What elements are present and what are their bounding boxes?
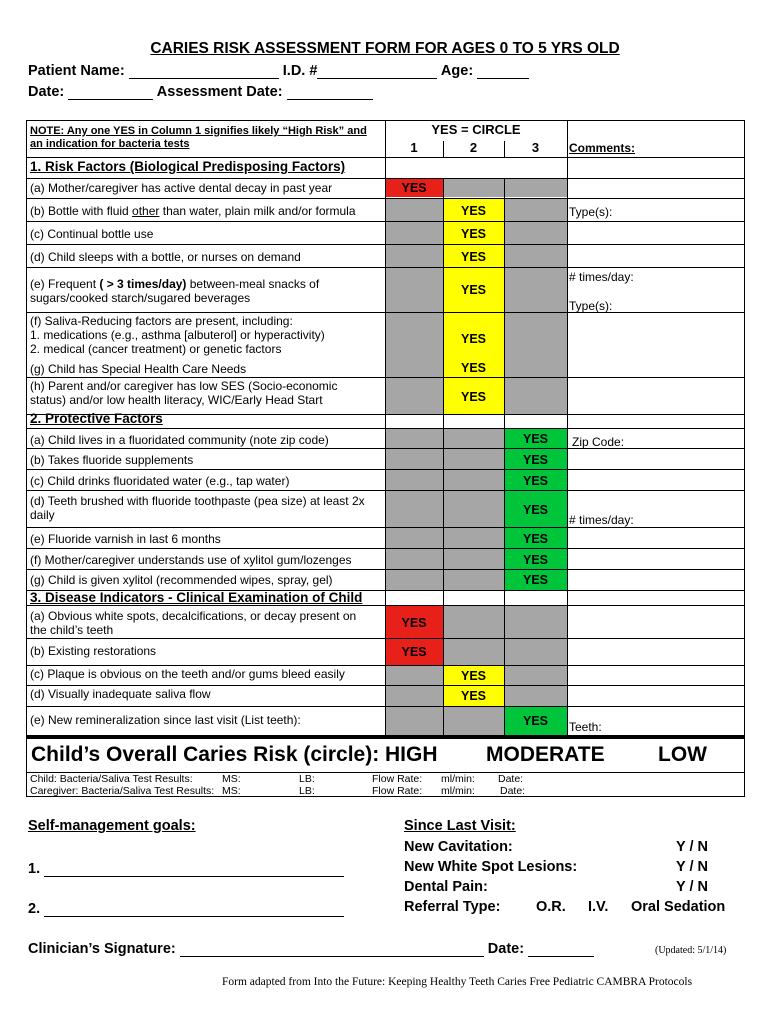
protective-item-c: (c) Child drinks fluoridated water (e.g., tap water) bbox=[30, 474, 290, 488]
disease-c-yes[interactable]: YES bbox=[443, 666, 504, 686]
risk-h-yes[interactable]: YES bbox=[443, 378, 504, 415]
disease-a-yes[interactable]: YES bbox=[385, 606, 443, 639]
footer-note: Form adapted from Into the Future: Keeping Healthy Teeth Caries Free Pediatric CAMBRA Protocols bbox=[222, 976, 693, 988]
risk-item-c: (c) Continual bottle use bbox=[30, 227, 154, 241]
child-flow-label[interactable]: Flow Rate: bbox=[372, 773, 423, 785]
protective-g-yes[interactable]: YES bbox=[504, 570, 567, 590]
referral-or-option[interactable]: O.R. bbox=[536, 899, 566, 915]
protective-e-yes[interactable]: YES bbox=[504, 528, 567, 549]
caregiver-lb-label[interactable]: LB: bbox=[299, 785, 315, 797]
column-1-header: 1 bbox=[410, 140, 418, 155]
risk-item-b: (b) Bottle with fluid other than water, plain milk and/or formula bbox=[30, 204, 356, 218]
clinician-signature-field[interactable] bbox=[180, 942, 484, 957]
protective-b-yes[interactable]: YES bbox=[504, 449, 567, 470]
caregiver-date-label[interactable]: Date: bbox=[500, 785, 526, 797]
protective-item-b: (b) Takes fluoride supplements bbox=[30, 453, 194, 467]
child-ms-label[interactable]: MS: bbox=[222, 773, 241, 785]
disease-item-b: (b) Existing restorations bbox=[30, 644, 157, 658]
goal-2-line[interactable] bbox=[28, 901, 344, 917]
protective-d-yes[interactable]: YES bbox=[504, 491, 567, 528]
caregiver-flow-label[interactable]: Flow Rate: bbox=[372, 785, 423, 797]
disease-item-c: (c) Plaque is obvious on the teeth and/or gums bleed easily bbox=[30, 667, 345, 681]
new-white-spot-yn[interactable]: Y / N bbox=[676, 859, 708, 875]
type-comment-2[interactable]: Type(s): bbox=[569, 299, 613, 313]
signature-date-label: Date: bbox=[487, 941, 525, 957]
patient-name-label: Patient Name: bbox=[28, 63, 125, 79]
risk-moderate-option[interactable]: MODERATE bbox=[486, 743, 605, 766]
disease-indicators-heading: 3. Disease Indicators - Clinical Examination of Child bbox=[30, 590, 363, 605]
goal-2-number: 2. bbox=[28, 901, 41, 917]
goal-2-field[interactable] bbox=[44, 902, 344, 917]
risk-high-option[interactable]: HIGH bbox=[385, 743, 438, 766]
high-risk-note: NOTE: Any one YES in Column 1 signifies likely “High Risk” and an indication for bacteria tests bbox=[30, 125, 367, 150]
new-cavitation-label: New Cavitation: bbox=[404, 839, 513, 855]
protective-item-a: (a) Child lives in a fluoridated community (note zip code) bbox=[30, 433, 329, 447]
disease-e-yes[interactable]: YES bbox=[504, 707, 567, 735]
clinician-signature-label: Clinician’s Signature: bbox=[28, 941, 176, 957]
new-white-spot-label: New White Spot Lesions: bbox=[404, 859, 578, 875]
zip-code-comment[interactable]: Zip Code: bbox=[572, 435, 625, 449]
caregiver-test-label: Caregiver: Bacteria/Saliva Test Results: bbox=[30, 785, 215, 797]
risk-item-g: (g) Child has Special Health Care Needs bbox=[30, 362, 247, 376]
type-comment-1[interactable]: Type(s): bbox=[569, 205, 613, 219]
disease-d-yes[interactable]: YES bbox=[443, 686, 504, 706]
patient-name-field[interactable] bbox=[129, 64, 279, 79]
signature-date-field[interactable] bbox=[528, 942, 594, 957]
overall-risk-label: Child’s Overall Caries Risk (circle): bbox=[31, 743, 380, 766]
protective-item-d: (d) Teeth brushed with fluoride toothpaste (pea size) at least 2x daily bbox=[30, 494, 365, 522]
protective-a-yes[interactable]: YES bbox=[504, 429, 567, 449]
times-per-day-comment-1[interactable]: # times/day: bbox=[569, 270, 634, 284]
risk-b-yes[interactable]: YES bbox=[443, 199, 504, 222]
disease-item-e: (e) New remineralization since last visit (List teeth): bbox=[30, 713, 301, 727]
teeth-comment[interactable]: Teeth: bbox=[569, 720, 602, 734]
child-test-label: Child: Bacteria/Saliva Test Results: bbox=[30, 773, 193, 785]
disease-b-yes[interactable]: YES bbox=[385, 639, 443, 665]
assessment-date-field[interactable] bbox=[287, 85, 373, 100]
age-field[interactable] bbox=[477, 64, 529, 79]
protective-item-f: (f) Mother/caregiver understands use of xylitol gum/lozenges bbox=[30, 553, 352, 567]
risk-item-f: (f) Saliva-Reducing factors are present, including: 1. medications (e.g., asthma [albuterol] or hyperactivity) 2. medical (cancer treatment) or genetic factors bbox=[30, 314, 325, 356]
risk-low-option[interactable]: LOW bbox=[658, 743, 707, 766]
protective-item-g: (g) Child is given xylitol (recommended wipes, spray, gel) bbox=[30, 573, 333, 587]
date-label: Date: bbox=[28, 84, 65, 100]
age-label: Age: bbox=[440, 63, 474, 79]
times-per-day-comment-2[interactable]: # times/day: bbox=[569, 513, 634, 527]
child-lb-label[interactable]: LB: bbox=[299, 773, 315, 785]
yes-circle-label: YES = CIRCLE bbox=[431, 122, 521, 137]
column-2-header: 2 bbox=[469, 140, 478, 155]
goal-1-number: 1. bbox=[28, 861, 41, 877]
caregiver-ms-label[interactable]: MS: bbox=[222, 785, 241, 797]
self-management-goals-heading: Self-management goals: bbox=[28, 818, 196, 834]
assessment-date-label: Assessment Date: bbox=[156, 84, 283, 100]
dental-pain-yn[interactable]: Y / N bbox=[676, 879, 708, 895]
goal-1-field[interactable] bbox=[44, 862, 344, 877]
goal-1-line[interactable] bbox=[28, 861, 344, 877]
form-title: CARIES RISK ASSESSMENT FORM FOR AGES 0 TO 5 YRS OLD bbox=[150, 40, 620, 57]
date-line bbox=[28, 84, 373, 100]
risk-item-d: (d) Child sleeps with a bottle, or nurses on demand bbox=[30, 250, 301, 264]
child-date-label[interactable]: Date: bbox=[498, 773, 524, 785]
new-cavitation-yn[interactable]: Y / N bbox=[676, 839, 708, 855]
protective-f-yes[interactable]: YES bbox=[504, 549, 567, 570]
assessment-table bbox=[26, 120, 745, 797]
caregiver-mlmin-label[interactable]: ml/min: bbox=[441, 785, 475, 797]
comments-header: Comments: bbox=[569, 141, 636, 155]
id-field[interactable] bbox=[317, 64, 437, 79]
risk-item-e: (e) Frequent ( > 3 times/day) between-meal snacks of sugars/cooked starch/sugared beverages bbox=[30, 277, 320, 305]
risk-factors-heading: 1. Risk Factors (Biological Predisposing Factors) bbox=[30, 159, 346, 174]
dental-pain-label: Dental Pain: bbox=[404, 879, 488, 895]
protective-factors-heading: 2. Protective Factors bbox=[30, 411, 163, 426]
risk-e-yes[interactable]: YES bbox=[443, 268, 504, 312]
disease-item-d: (d) Visually inadequate saliva flow bbox=[30, 687, 211, 701]
child-mlmin-label[interactable]: ml/min: bbox=[441, 773, 475, 785]
risk-d-yes[interactable]: YES bbox=[443, 245, 504, 268]
updated-note: (Updated: 5/1/14) bbox=[655, 945, 727, 956]
disease-item-a: (a) Obvious white spots, decalcifications, or decay present on the child’s teeth bbox=[30, 609, 357, 637]
risk-item-h: (h) Parent and/or caregiver has low SES (Socio-economic status) and/or low health literacy, WIC/Early Head Start bbox=[30, 379, 338, 407]
patient-line bbox=[28, 63, 529, 79]
protective-c-yes[interactable]: YES bbox=[504, 470, 567, 491]
risk-a-yes[interactable]: YES bbox=[385, 179, 443, 197]
risk-g-yes[interactable]: YES bbox=[443, 359, 504, 377]
column-3-header: 3 bbox=[531, 140, 540, 155]
referral-iv-option[interactable]: I.V. bbox=[588, 899, 609, 915]
date-field[interactable] bbox=[68, 85, 153, 100]
protective-item-e: (e) Fluoride varnish in last 6 months bbox=[30, 532, 221, 546]
since-last-visit-heading: Since Last Visit: bbox=[404, 818, 516, 834]
risk-c-yes[interactable]: YES bbox=[443, 222, 504, 245]
risk-item-a: (a) Mother/caregiver has active dental decay in past year bbox=[30, 181, 333, 195]
risk-f-yes[interactable]: YES bbox=[443, 312, 504, 365]
signature-line bbox=[28, 941, 594, 957]
referral-type-label: Referral Type: bbox=[404, 899, 501, 915]
referral-oral-sedation-option[interactable]: Oral Sedation bbox=[631, 899, 726, 915]
id-label: I.D. # bbox=[282, 63, 318, 79]
